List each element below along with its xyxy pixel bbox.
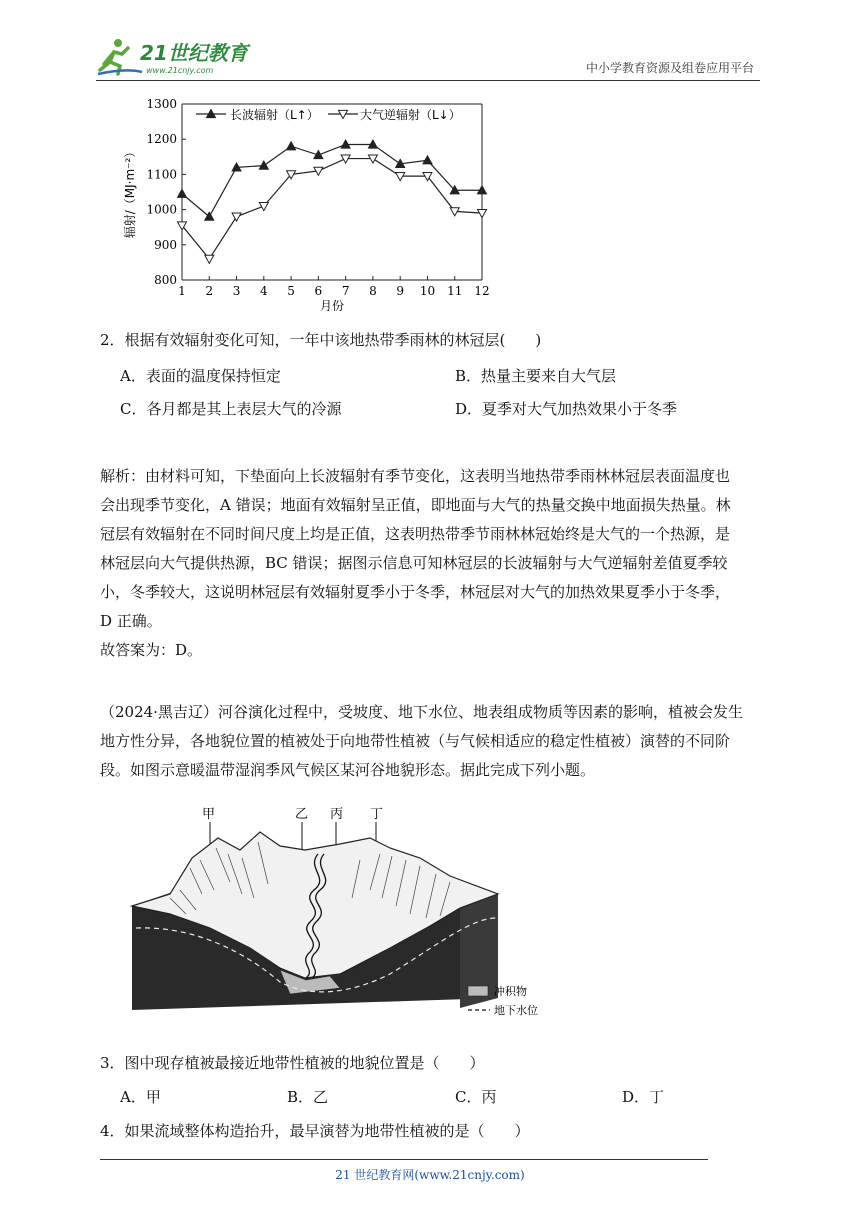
q3-option-b: B．乙: [287, 1088, 329, 1106]
x-tick-label: 3: [232, 284, 241, 298]
data-point-counter-radiation: [478, 210, 487, 218]
valley-landform-figure: [130, 798, 570, 1028]
q2-option-d: D．夏季对大气加热效果小于冬季: [455, 400, 678, 418]
data-point-longwave: [423, 156, 432, 164]
x-tick-label: 4: [259, 284, 268, 298]
q2-option-b: B．热量主要来自大气层: [455, 367, 617, 385]
site-logo: [96, 34, 266, 78]
logo-text: 21世纪教育: [140, 41, 248, 65]
radiation-chart: [118, 92, 498, 326]
analysis-line: 林冠层向大气提供热源，BC 错误；据图示信息可知林冠层的长波辐射与大气逆辐射差值夏季较: [100, 554, 728, 572]
analysis-line: D 正确。: [100, 612, 162, 630]
x-tick-label: 8: [369, 284, 377, 298]
logo-url: www.21cnjy.com: [146, 66, 214, 75]
q3-option-a: A．甲: [120, 1088, 161, 1106]
legend-label-counter-radiation: 大气逆辐射（L↓）: [360, 108, 461, 122]
y-axis-label: 辐射/（MJ·m⁻²）: [123, 145, 137, 239]
footer-divider: [100, 1159, 708, 1160]
analysis-block: [100, 462, 760, 665]
x-tick-label: 2: [205, 284, 214, 298]
data-point-longwave: [287, 142, 296, 150]
x-tick-label: 10: [419, 284, 436, 298]
x-tick-label: 5: [287, 284, 295, 298]
passage-line: 地方性分异，各地貌位置的植被处于向地带性植被（与气候相适应的稳定性植被）演替的不同阶: [100, 732, 731, 750]
question-4-stem: 4．如果流域整体构造抬升，最早演替为地带性植被的是（ ）: [100, 1122, 530, 1140]
page-header: [96, 34, 760, 81]
data-point-longwave: [259, 161, 268, 169]
x-tick-label: 6: [314, 284, 323, 298]
label-ding: 丁: [370, 807, 384, 822]
runner-logo-icon: [98, 39, 142, 74]
series-line-2: [182, 159, 482, 259]
y-tick-label: 1100: [146, 167, 177, 182]
label-jia: 甲: [202, 807, 216, 822]
passage-block: [100, 698, 760, 785]
chart-series: [178, 140, 487, 263]
q3-option-c: C．丙: [455, 1088, 497, 1106]
y-tick-label: 800: [154, 273, 177, 287]
q3-option-d: D．丁: [622, 1088, 665, 1106]
chart-axes: [182, 104, 482, 280]
platform-name: 中小学教育资源及组卷应用平台: [585, 61, 754, 75]
series-line-1: [182, 144, 482, 216]
answer-line: 故答案为：D。: [100, 641, 203, 659]
x-tick-label: 7: [341, 284, 350, 298]
analysis-line: 会出现季节变化，A 错误；地面有效辐射呈正值，即地面与大气的热量交换中地面损失热量。林: [100, 496, 731, 514]
y-tick-label: 1000: [146, 202, 177, 217]
x-tick-label: 11: [447, 284, 463, 298]
x-tick-label: 12: [474, 284, 490, 298]
x-tick-label: 1: [178, 284, 186, 298]
footer-text: 21 世纪教育网(www.21cnjy.com): [335, 1168, 525, 1182]
x-axis-label: 月份: [319, 299, 345, 313]
q2-option-a: A．表面的温度保持恒定: [120, 367, 281, 385]
chart-legend: [196, 107, 461, 122]
label-bing: 丙: [330, 807, 344, 822]
analysis-line: 冠层有效辐射在不同时间尺度上均是正值，这表明热带季节雨林林冠始终是大气的一个热源，是: [100, 525, 731, 543]
chart-ticks: [146, 97, 489, 298]
legend-label-longwave: 长波辐射（L↑）: [230, 108, 319, 122]
passage-line: （2024·黑吉辽）河谷演化过程中，受坡度、地下水位、地表组成物质等因素的影响，植被会发生: [100, 703, 743, 721]
passage-line: 段。如图示意暖温带湿润季风气候区某河谷地貌形态。据此完成下列小题。: [100, 761, 596, 779]
y-tick-label: 900: [154, 237, 177, 252]
data-point-counter-radiation: [259, 202, 268, 210]
analysis-line: 解析：由材料可知，下垫面向上长波辐射有季节变化，这表明当地热带季雨林林冠层表面温度也: [100, 467, 731, 485]
legend-sediment-swatch: [468, 986, 488, 996]
data-point-longwave: [178, 189, 187, 197]
question-3-stem: 3．图中现存植被最接近地带性植被的地貌位置是（ ）: [100, 1054, 485, 1072]
legend-sediment-label: 冲积物: [494, 985, 527, 998]
radiation-chart-svg: [118, 92, 498, 326]
q2-option-c: C．各月都是其上表层大气的冷源: [120, 400, 342, 418]
label-yi: 乙: [295, 807, 309, 822]
analysis-line: 小，冬季较大，这说明林冠层有效辐射夏季小于冬季，林冠层对大气的加热效果夏季小于冬季，: [100, 583, 731, 601]
question-2-stem: 2．根据有效辐射变化可知，一年中该地热带季雨林的林冠层( ): [100, 331, 542, 349]
y-tick-label: 1300: [146, 97, 177, 111]
data-point-counter-radiation: [205, 255, 214, 263]
data-point-counter-radiation: [232, 213, 241, 221]
y-tick-label: 1200: [146, 132, 177, 147]
x-tick-label: 9: [396, 284, 405, 298]
legend-groundwater-label: 地下水位: [494, 1004, 538, 1017]
